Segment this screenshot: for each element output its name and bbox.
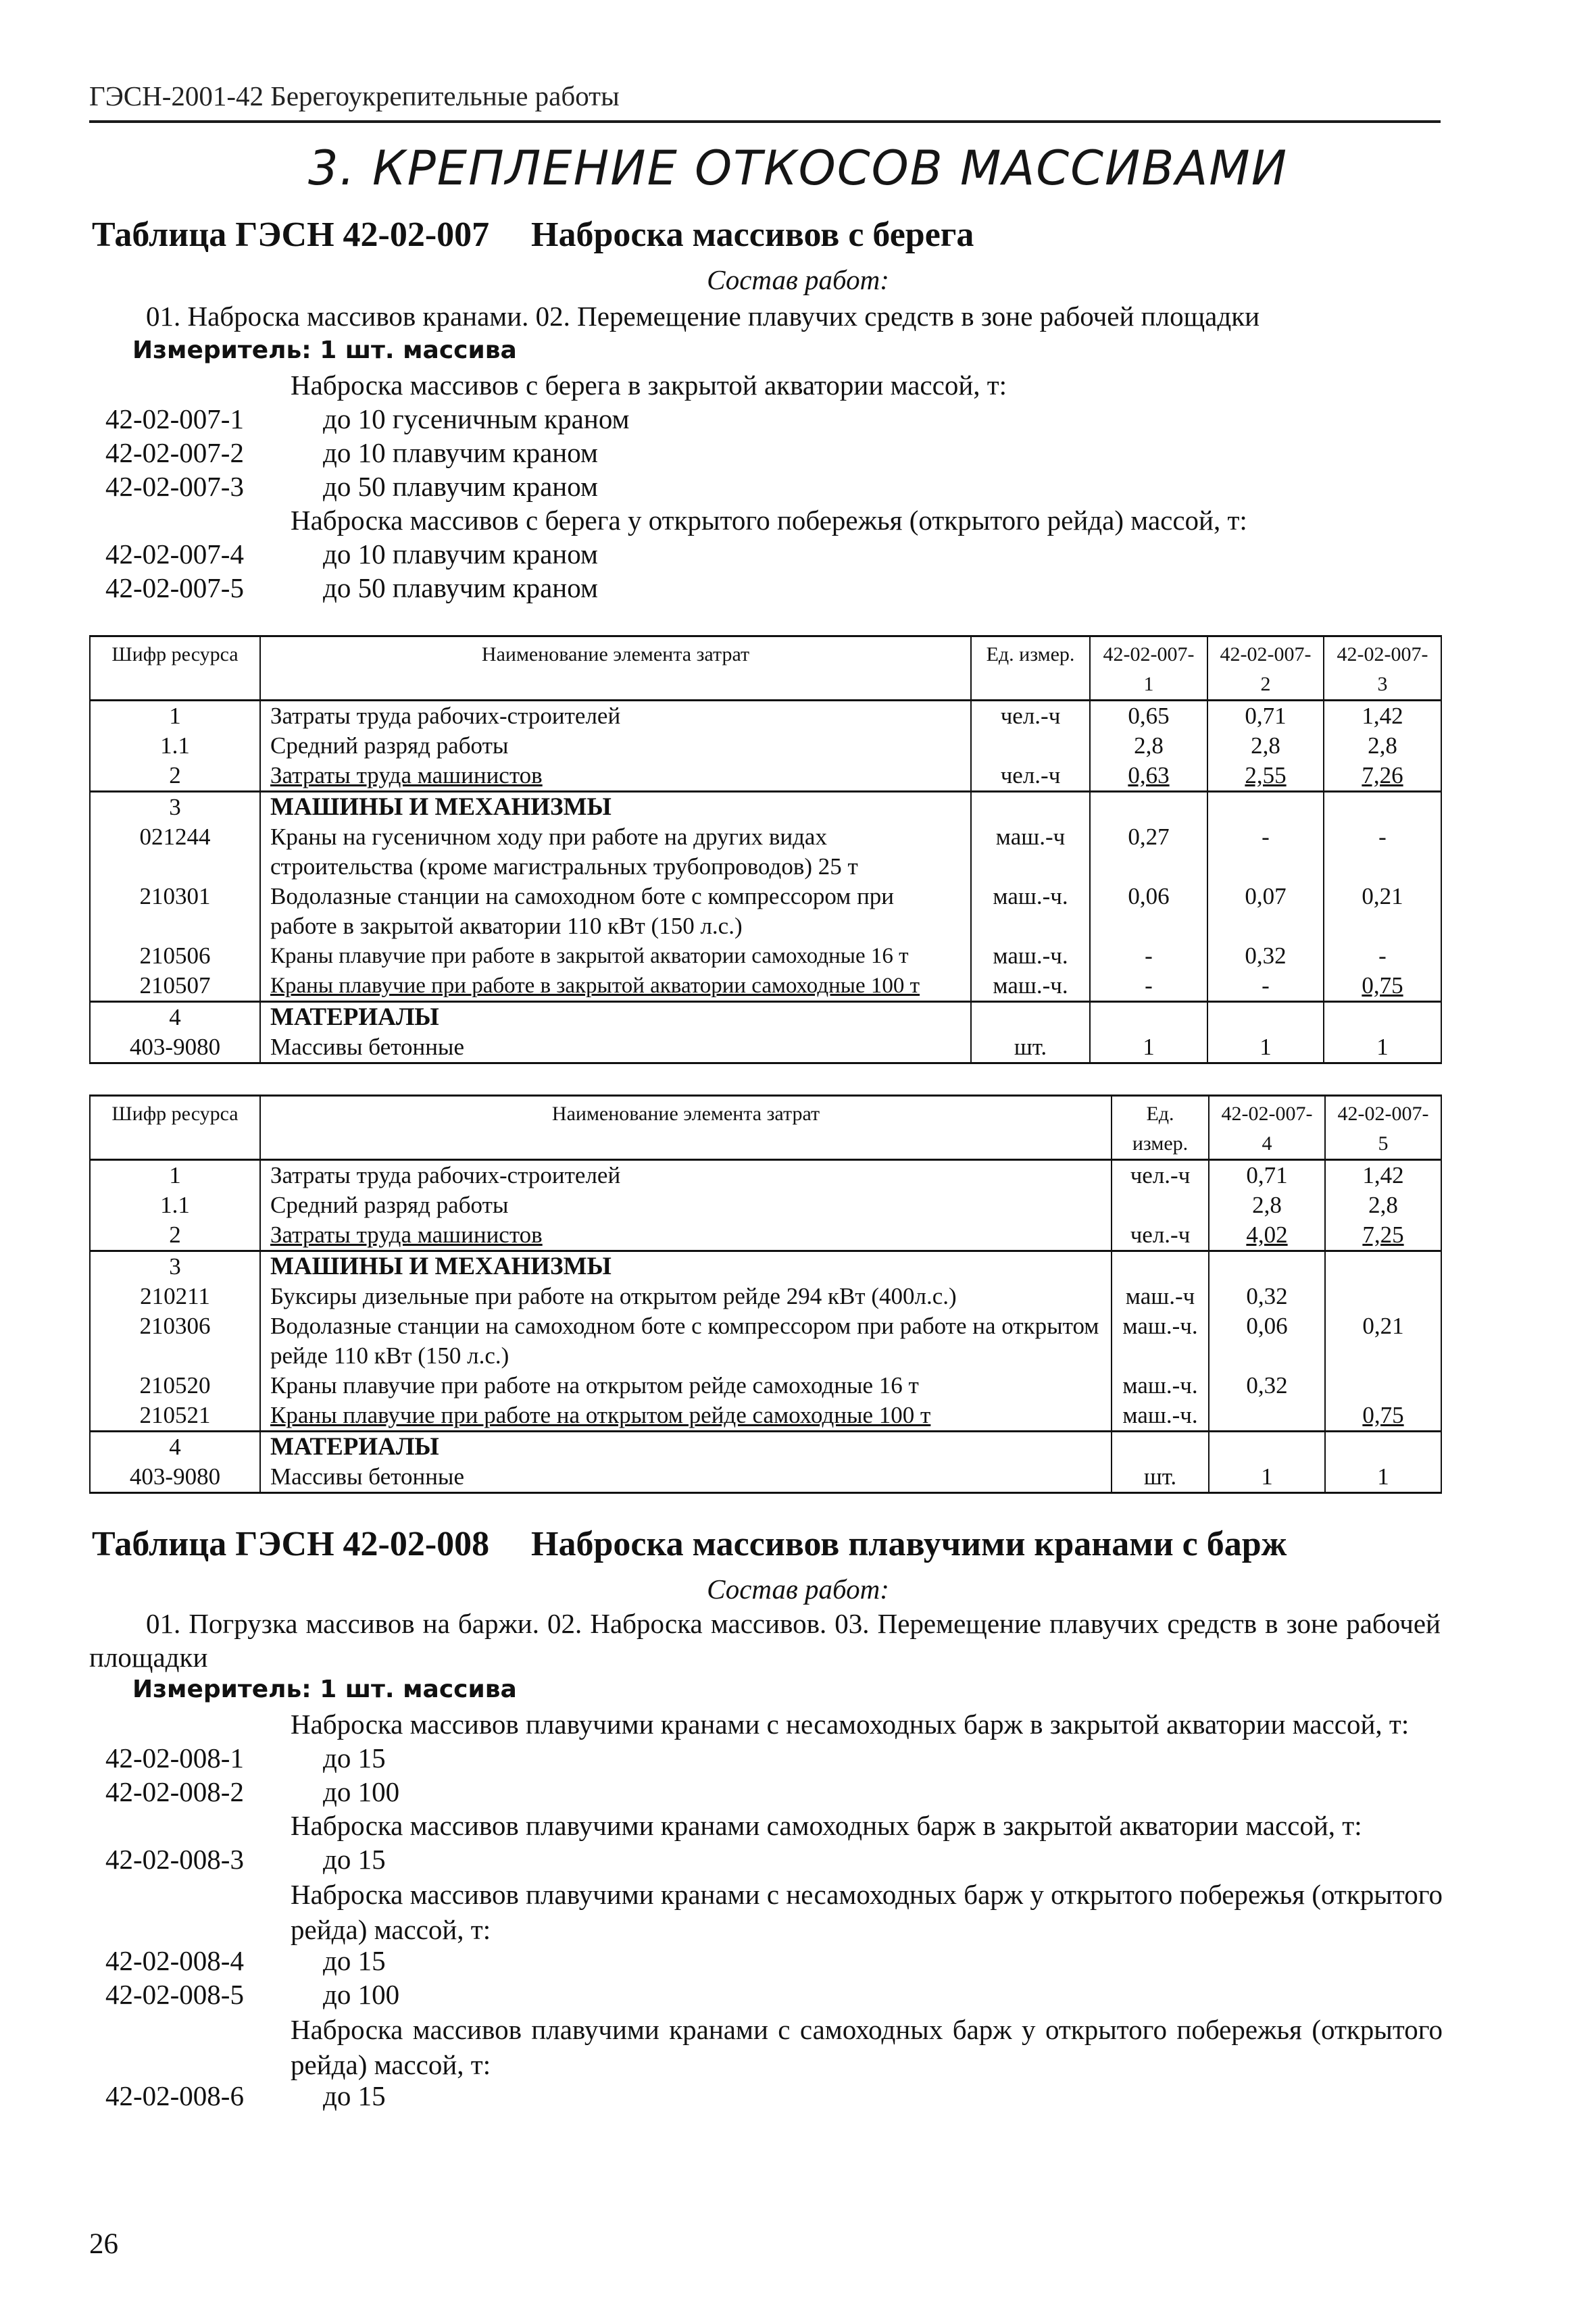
table-row bbox=[90, 761, 1441, 792]
value: 2,8 bbox=[1324, 731, 1441, 761]
value: 1 bbox=[1090, 1032, 1207, 1063]
item-code: 42-02-007-3 bbox=[105, 471, 244, 502]
value bbox=[1209, 1401, 1325, 1432]
cost-element: Массивы бетонные bbox=[260, 1462, 1112, 1493]
resource-code: 210506 bbox=[90, 941, 260, 971]
table-row bbox=[90, 792, 1441, 823]
table-row bbox=[90, 1251, 1441, 1282]
group-heading-008-1: Наброска массивов плавучими кранами с несамоходных барж в закрытой акватории массой, т: bbox=[291, 1709, 1410, 1740]
table-007-title bbox=[92, 215, 974, 255]
table-row bbox=[90, 822, 1441, 882]
item-text: до 100 bbox=[323, 1979, 400, 2010]
unit: шт. bbox=[1112, 1462, 1209, 1493]
value bbox=[1324, 792, 1441, 823]
item-code: 42-02-008-5 bbox=[105, 1979, 244, 2010]
unit: маш.-ч. bbox=[971, 941, 1090, 971]
value: - bbox=[1090, 941, 1207, 971]
item-code: 42-02-008-6 bbox=[105, 2080, 244, 2111]
value bbox=[1325, 1282, 1441, 1311]
section-heading: МАШИНЫ И МЕХАНИЗМЫ bbox=[260, 1251, 1112, 1282]
table-007-name: Наброска массивов с берега bbox=[531, 216, 974, 254]
item-text: до 100 bbox=[323, 1776, 400, 1807]
table-row bbox=[90, 1462, 1441, 1493]
value: 1,42 bbox=[1325, 1160, 1441, 1191]
resource-code: 1 bbox=[90, 1160, 260, 1191]
table-row bbox=[90, 701, 1441, 732]
group-heading-007-1: Наброска массивов с берега в закрытой акватории массой, т: bbox=[291, 370, 1007, 401]
value: 0,32 bbox=[1209, 1282, 1325, 1311]
col-header: Шифр ресурса bbox=[90, 636, 260, 701]
unit: маш.-ч. bbox=[1112, 1401, 1209, 1432]
table-row bbox=[90, 1432, 1441, 1463]
cost-element: Затраты труда рабочих-строителей bbox=[260, 1160, 1112, 1191]
value: 0,65 bbox=[1090, 701, 1207, 732]
section-heading: МАТЕРИАЛЫ bbox=[260, 1432, 1112, 1463]
value bbox=[1207, 792, 1324, 823]
col-header: 42-02-007-3 bbox=[1324, 636, 1441, 701]
value: 0,75 bbox=[1325, 1401, 1441, 1432]
table-row bbox=[90, 1282, 1441, 1311]
value bbox=[1325, 1432, 1441, 1463]
value: - bbox=[1207, 822, 1324, 882]
group-heading-007-2: Наброска массивов с берега у открытого побережья (открытого рейда) массой, т: bbox=[291, 505, 1247, 536]
resource-code: 210306 bbox=[90, 1311, 260, 1371]
cost-element: Затраты труда рабочих-строителей bbox=[260, 701, 971, 732]
value bbox=[1325, 1371, 1441, 1401]
unit: маш.-ч. bbox=[971, 971, 1090, 1002]
value: 2,55 bbox=[1207, 761, 1324, 792]
value: 1 bbox=[1207, 1032, 1324, 1063]
col-header: 42-02-007-2 bbox=[1207, 636, 1324, 701]
unit: маш.-ч. bbox=[971, 882, 1090, 941]
col-header: Наименование элемента затрат bbox=[260, 1096, 1112, 1160]
work-composition-008: 01. Погрузка массивов на баржи. 02. Наброска массивов. 03. Перемещение плавучих средств в зоне рабочей площадки bbox=[89, 1608, 1441, 1673]
unit: чел.-ч bbox=[1112, 1160, 1209, 1191]
table-row bbox=[90, 1002, 1441, 1033]
cost-element: Буксиры дизельные при работе на открытом рейде 294 кВт (400л.с.) bbox=[260, 1282, 1112, 1311]
table-row bbox=[90, 941, 1441, 971]
item-text: до 50 плавучим краном bbox=[323, 572, 598, 603]
value: 0,32 bbox=[1209, 1371, 1325, 1401]
value: 0,21 bbox=[1325, 1311, 1441, 1371]
cost-element: Водолазные станции на самоходном боте с компрессором при работе на открытом рейде 110 кВт (150 л.с.) bbox=[260, 1311, 1112, 1371]
value: 0,06 bbox=[1090, 882, 1207, 941]
resource-code: 4 bbox=[90, 1432, 260, 1463]
cost-element: Средний разряд работы bbox=[260, 731, 971, 761]
table-row bbox=[90, 1032, 1441, 1063]
unit bbox=[971, 1002, 1090, 1033]
table-row bbox=[90, 1311, 1441, 1371]
value: 0,71 bbox=[1209, 1160, 1325, 1191]
value: 0,32 bbox=[1207, 941, 1324, 971]
cost-element: Краны на гусеничном ходу при работе на других видах строительства (кроме магистральных трубопроводов) 25 т bbox=[260, 822, 971, 882]
item-code: 42-02-008-2 bbox=[105, 1776, 244, 1807]
cost-element: Массивы бетонные bbox=[260, 1032, 971, 1063]
resource-code: 1 bbox=[90, 701, 260, 732]
item-text: до 10 плавучим краном bbox=[323, 538, 598, 570]
resource-code: 2 bbox=[90, 1220, 260, 1251]
resource-code: 1.1 bbox=[90, 1190, 260, 1220]
value: 1 bbox=[1325, 1462, 1441, 1493]
table-row bbox=[90, 1220, 1441, 1251]
item-text: до 10 гусеничным краном bbox=[323, 403, 630, 434]
col-header: 42-02-007-5 bbox=[1325, 1096, 1441, 1160]
value: - bbox=[1324, 941, 1441, 971]
value bbox=[1207, 1002, 1324, 1033]
value: 4,02 bbox=[1209, 1220, 1325, 1251]
group-heading-008-4: Наброска массивов плавучими кранами с самоходных барж у открытого побережья (открытого рейда) массой, т: bbox=[291, 2014, 1443, 2080]
cost-element: Краны плавучие при работе на открытом рейде самоходные 100 т bbox=[260, 1401, 1112, 1432]
unit: маш.-ч bbox=[1112, 1282, 1209, 1311]
value: - bbox=[1324, 822, 1441, 882]
unit bbox=[971, 792, 1090, 823]
table-row bbox=[90, 731, 1441, 761]
resource-code: 1.1 bbox=[90, 731, 260, 761]
resource-table-007-4-5 bbox=[89, 1095, 1442, 1494]
resource-code: 3 bbox=[90, 1251, 260, 1282]
work-composition-007: 01. Наброска массивов кранами. 02. Перемещение плавучих средств в зоне рабочей площадки bbox=[146, 301, 1260, 332]
col-header: Наименование элемента затрат bbox=[260, 636, 971, 701]
unit bbox=[971, 731, 1090, 761]
value: 7,25 bbox=[1325, 1220, 1441, 1251]
value: 2,8 bbox=[1209, 1190, 1325, 1220]
table-row bbox=[90, 1190, 1441, 1220]
unit: маш.-ч bbox=[971, 822, 1090, 882]
resource-code: 403-9080 bbox=[90, 1462, 260, 1493]
value: 0,07 bbox=[1207, 882, 1324, 941]
resource-code: 403-9080 bbox=[90, 1032, 260, 1063]
item-text: до 15 bbox=[323, 1945, 386, 1976]
value: - bbox=[1207, 971, 1324, 1002]
table-008-title bbox=[92, 1524, 1287, 1564]
value: 2,8 bbox=[1207, 731, 1324, 761]
group-heading-008-3: Наброска массивов плавучими кранами с несамоходных барж у открытого побережья (открытого рейда) массой, т: bbox=[291, 1879, 1443, 1945]
cost-element: Средний разряд работы bbox=[260, 1190, 1112, 1220]
col-header: 42-02-007-4 bbox=[1209, 1096, 1325, 1160]
table-row bbox=[90, 1371, 1441, 1401]
resource-code: 210507 bbox=[90, 971, 260, 1002]
table-header-row bbox=[90, 636, 1441, 701]
table-008-name: Наброска массивов плавучими кранами с барж bbox=[531, 1525, 1287, 1563]
value bbox=[1090, 1002, 1207, 1033]
value: 0,71 bbox=[1207, 701, 1324, 732]
value: 1 bbox=[1324, 1032, 1441, 1063]
work-caption-007: Состав работ: bbox=[707, 264, 889, 295]
item-code: 42-02-007-2 bbox=[105, 437, 244, 468]
meter-007: Измеритель: 1 шт. массива bbox=[132, 336, 517, 364]
item-code: 42-02-008-1 bbox=[105, 1742, 244, 1774]
cost-element: Затраты труда машинистов bbox=[260, 761, 971, 792]
value: 2,8 bbox=[1325, 1190, 1441, 1220]
unit: чел.-ч bbox=[971, 761, 1090, 792]
work-caption-008: Состав работ: bbox=[707, 1574, 889, 1605]
col-header: Шифр ресурса bbox=[90, 1096, 260, 1160]
value bbox=[1209, 1251, 1325, 1282]
resource-code: 021244 bbox=[90, 822, 260, 882]
item-code: 42-02-007-1 bbox=[105, 403, 244, 434]
value bbox=[1324, 1002, 1441, 1033]
col-header: 42-02-007-1 bbox=[1090, 636, 1207, 701]
col-header: Ед. измер. bbox=[971, 636, 1090, 701]
resource-code: 4 bbox=[90, 1002, 260, 1033]
value: 0,27 bbox=[1090, 822, 1207, 882]
value: 1,42 bbox=[1324, 701, 1441, 732]
unit: маш.-ч. bbox=[1112, 1371, 1209, 1401]
cost-element: Краны плавучие при работе на открытом рейде самоходные 16 т bbox=[260, 1371, 1112, 1401]
table-header-row bbox=[90, 1096, 1441, 1160]
value: 0,06 bbox=[1209, 1311, 1325, 1371]
value: 0,63 bbox=[1090, 761, 1207, 792]
unit bbox=[1112, 1190, 1209, 1220]
unit: чел.-ч bbox=[1112, 1220, 1209, 1251]
cost-element: Краны плавучие при работе в закрытой акватории самоходные 16 т bbox=[260, 941, 971, 971]
item-text: до 15 bbox=[323, 1844, 386, 1875]
resource-code: 2 bbox=[90, 761, 260, 792]
cost-element: Затраты труда машинистов bbox=[260, 1220, 1112, 1251]
resource-code: 210520 bbox=[90, 1371, 260, 1401]
table-row bbox=[90, 971, 1441, 1002]
running-head: ГЭСН-2001-42 Берегоукрепительные работы bbox=[89, 80, 620, 111]
resource-code: 210301 bbox=[90, 882, 260, 941]
item-text: до 15 bbox=[323, 1742, 386, 1774]
value: 1 bbox=[1209, 1462, 1325, 1493]
value: 0,75 bbox=[1324, 971, 1441, 1002]
unit bbox=[1112, 1432, 1209, 1463]
section-title: 3. КРЕПЛЕНИЕ ОТКОСОВ МАССИВАМИ bbox=[307, 141, 1289, 196]
unit bbox=[1112, 1251, 1209, 1282]
item-code: 42-02-007-5 bbox=[105, 572, 244, 603]
cost-element: Водолазные станции на самоходном боте с компрессором при работе в закрытой акватории 110 кВт (150 л.с.) bbox=[260, 882, 971, 941]
resource-code: 210211 bbox=[90, 1282, 260, 1311]
item-code: 42-02-008-3 bbox=[105, 1844, 244, 1875]
table-row bbox=[90, 1160, 1441, 1191]
unit: маш.-ч. bbox=[1112, 1311, 1209, 1371]
page-number: 26 bbox=[89, 2228, 118, 2260]
resource-table-007-1-3 bbox=[89, 635, 1442, 1064]
table-008-label: Таблица ГЭСН 42-02-008 bbox=[92, 1525, 490, 1563]
table-007-label: Таблица ГЭСН 42-02-007 bbox=[92, 216, 490, 254]
value: - bbox=[1090, 971, 1207, 1002]
value: 7,26 bbox=[1324, 761, 1441, 792]
value bbox=[1209, 1432, 1325, 1463]
table-row bbox=[90, 882, 1441, 941]
item-text: до 50 плавучим краном bbox=[323, 471, 598, 502]
item-code: 42-02-008-4 bbox=[105, 1945, 244, 1976]
unit: шт. bbox=[971, 1032, 1090, 1063]
section-heading: МАТЕРИАЛЫ bbox=[260, 1002, 971, 1033]
col-header: Ед. измер. bbox=[1112, 1096, 1209, 1160]
item-code: 42-02-007-4 bbox=[105, 538, 244, 570]
resource-code: 3 bbox=[90, 792, 260, 823]
meter-008: Измеритель: 1 шт. массива bbox=[132, 1676, 517, 1703]
resource-code: 210521 bbox=[90, 1401, 260, 1432]
value bbox=[1090, 792, 1207, 823]
value: 2,8 bbox=[1090, 731, 1207, 761]
unit: чел.-ч bbox=[971, 701, 1090, 732]
group-heading-008-2: Наброска массивов плавучими кранами самоходных барж в закрытой акватории массой, т: bbox=[291, 1810, 1362, 1841]
section-heading: МАШИНЫ И МЕХАНИЗМЫ bbox=[260, 792, 971, 823]
header-rule bbox=[89, 120, 1441, 123]
value bbox=[1325, 1251, 1441, 1282]
cost-element: Краны плавучие при работе в закрытой акватории самоходные 100 т bbox=[260, 971, 971, 1002]
value: 0,21 bbox=[1324, 882, 1441, 941]
item-text: до 15 bbox=[323, 2080, 386, 2111]
table-row bbox=[90, 1401, 1441, 1432]
item-text: до 10 плавучим краном bbox=[323, 437, 598, 468]
